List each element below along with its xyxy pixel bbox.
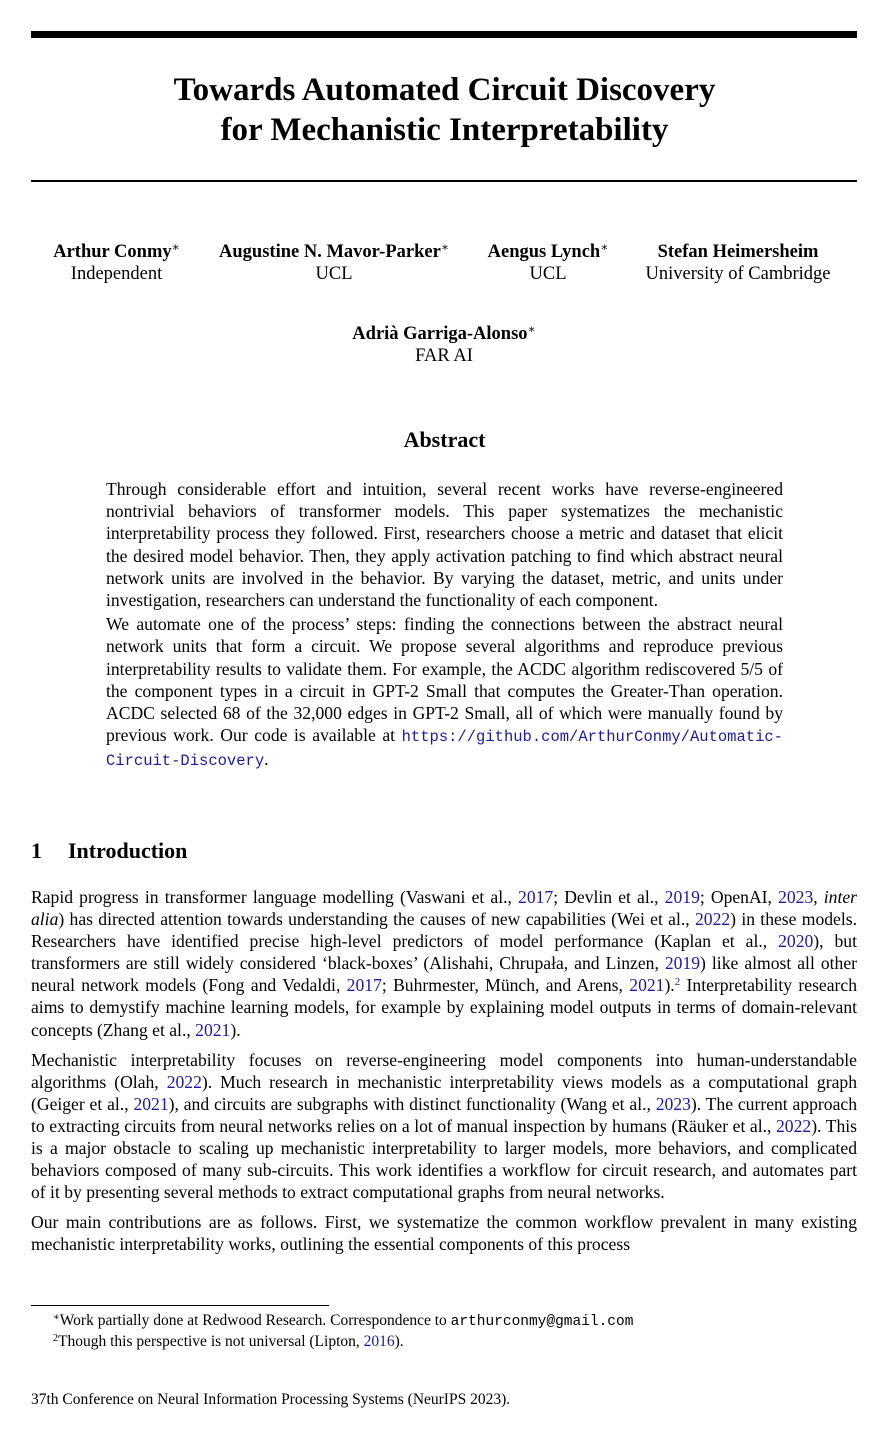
intro-paragraph-1: Rapid progress in transformer language modelling (Vaswani et al., 2017; Devlin et al., 2019; OpenAI, 2023, inter alia) has directed attention towards understanding the causes of new capabilities (Wei et al., 2022) in these models. Researchers have identified precise high-level predictors of model performance (Kaplan et al., 2020), but transformers are still widely considered ‘black-boxes’ (Alishahi, Chrupała, and Linzen, 2019) like almost all other neural network models (Fong and Vedaldi, 2017; Buhrmester, Münch, and Arens, 2021).$^2$ Interpretability research aims to demystify machine learning models, for example by explaining model outputs in terms of domain-relevant concepts (Zhang et al., 2021). bbox=[31, 887, 858, 1040]
citation-link[interactable]: 2023 bbox=[778, 887, 814, 907]
intro-paragraph-2: Mechanistic interpretability focuses on reverse-engineering model components into human-understandable algorithms (Olah, 2022). Much research in mechanistic interpretability views models as a computational graph (Geiger et al., 2021), and circuits are subgraphs with distinct functionality (Wang et al., 2023). The current approach to extracting circuits from neural networks relies on a lot of manual inspection by humans (Räuker et al., 2022). This is a major obstacle to scaling up mechanistic interpretability to larger models, more behaviors, and complicated behaviors composed of many sub-circuits. This work identifies a workflow for circuit research, and automates part of it by presenting several methods to extract computational graphs from neural networks. bbox=[31, 1049, 857, 1203]
abstract-paragraph-2: We automate one of the process’ steps: finding the connections between the abstract neural network units that form a circuit. We propose several algorithms and reproduce previous interpretability results to validate them. For example, the ACDC algorithm rediscovered 5/5 of the component types in a circuit in GPT-2 Small that computes the Greater-Than operation. ACDC selected 68 of the 32,000 edges in GPT-2 Small, all of which were manually found by previous work. Our code is available at https://github.com/ArthurConmy/Automatic-Circuit-Discovery. bbox=[106, 614, 783, 771]
footnote-1: ∗Work partially done at Redwood Research. Correspondence to arthurconmy@gmail.com bbox=[53, 1312, 634, 1330]
citation-link[interactable]: 2021 bbox=[195, 1019, 231, 1040]
title-line-2: for Mechanistic Interpretability bbox=[220, 112, 669, 148]
footnote-marker[interactable]: 2 bbox=[674, 976, 681, 989]
citation-link[interactable]: 2022 bbox=[694, 909, 731, 930]
author-mark: ∗ bbox=[440, 240, 449, 254]
citation-link[interactable]: 2023 bbox=[655, 1093, 691, 1114]
section-number: 1 bbox=[31, 838, 42, 863]
author-mark: ∗ bbox=[527, 322, 536, 336]
author-name: Augustine N. Mavor-Parker bbox=[219, 242, 441, 262]
citation-link[interactable]: 2019 bbox=[664, 887, 700, 907]
author-block bbox=[45, 241, 188, 285]
citation-link[interactable]: 2017 bbox=[518, 887, 554, 907]
section-title: Introduction bbox=[68, 838, 188, 863]
email-address: arthurconmy@gmail.com bbox=[450, 1314, 634, 1330]
author-name: Arthur Conmy bbox=[53, 242, 172, 262]
footnote-2: $^2$Though this perspective is not universal (Lipton, 2016). bbox=[53, 1333, 404, 1350]
citation-link[interactable]: 2021 bbox=[133, 1093, 169, 1114]
author-affiliation: Independent bbox=[70, 264, 163, 284]
author-affiliation: University of Cambridge bbox=[645, 264, 831, 284]
title-line-1: Towards Automated Circuit Discovery bbox=[173, 72, 716, 108]
code-link[interactable]: https://github.com/ArthurConmy/Automatic-Circuit-Discovery bbox=[106, 728, 783, 771]
abstract-paragraph-1: Through considerable effort and intuition, several recent works have reverse-engineered nontrivial behaviors of transformer models. This paper systematizes the mechanistic interpretability process they followed. First, researchers choose a metric and dataset that elicit the desired model behavior. Then, they apply activation patching to find which abstract neural network units are involved in the behavior. By varying the dataset, metric, and units under investigation, researchers can understand the functionality of each component. bbox=[106, 479, 783, 611]
venue-note: 37th Conference on Neural Information Processing Systems (NeurIPS 2023). bbox=[31, 1391, 511, 1408]
author-block bbox=[478, 241, 618, 285]
citation-link[interactable]: 2019 bbox=[664, 953, 701, 974]
author-mark: ∗ bbox=[600, 240, 609, 254]
author-name: Adrià Garriga-Alonso bbox=[352, 324, 528, 344]
top-rule bbox=[31, 31, 857, 38]
author-block bbox=[205, 241, 463, 285]
author-name: Aengus Lynch bbox=[487, 242, 601, 262]
footnote-rule bbox=[31, 1305, 329, 1306]
citation-link[interactable]: 2017 bbox=[346, 975, 382, 996]
section-heading bbox=[31, 837, 187, 865]
citation-link[interactable]: 2021 bbox=[629, 975, 665, 996]
author-affiliation: FAR AI bbox=[415, 346, 473, 366]
citation-link[interactable]: 2022 bbox=[776, 1115, 812, 1136]
footnotes bbox=[31, 1311, 857, 1352]
author-name: Stefan Heimersheim bbox=[657, 242, 819, 262]
abstract-body bbox=[106, 478, 783, 775]
author-block bbox=[294, 323, 594, 367]
citation-link[interactable]: 2022 bbox=[166, 1071, 202, 1092]
intro-paragraph-3: Our main contributions are as follows. First, we systematize the common workflow prevalent in many existing mechanistic interpretability works, outlining the essential components of this process bbox=[31, 1212, 857, 1255]
paper-title bbox=[0, 70, 889, 150]
citation-link[interactable]: 2020 bbox=[778, 931, 814, 952]
author-affiliation: UCL bbox=[529, 264, 567, 284]
author-block bbox=[632, 241, 844, 285]
abstract-heading: Abstract bbox=[403, 427, 486, 452]
author-mark: ∗ bbox=[171, 240, 180, 254]
citation-link[interactable]: 2016 bbox=[363, 1333, 395, 1350]
author-affiliation: UCL bbox=[315, 264, 353, 284]
introduction-body bbox=[31, 886, 857, 1264]
title-rule bbox=[31, 180, 857, 182]
